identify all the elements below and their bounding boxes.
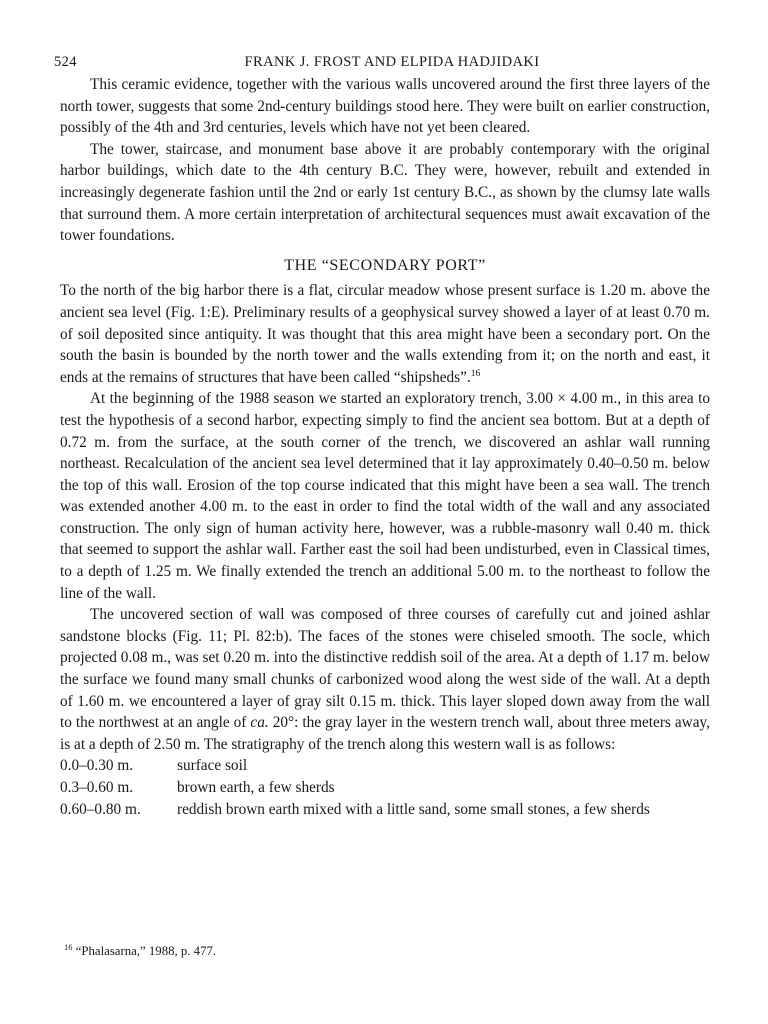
text-run: The uncovered section of wall was composed of three courses of carefully cut and joined ashlar sandstone blocks (Fig. 11; Pl. 82:b). The faces of the stones were chiseled smooth. The socle, which projected 0.08 m., was set 0.20 m. into the distinctive reddish soil of the area. At a depth of 1.17 m. below the surface we found many small chunks of carbonized wood along the west side of the wall. At a depth of 1.60 m. we encountered a layer of gray silt 0.15 m. thick. This layer sloped down away from the wall to the northwest at an angle of	[60, 606, 710, 732]
layer-description: reddish brown earth mixed with a little sand, some small stones, a few sherds	[177, 800, 650, 818]
text-run: , as shown by the clumsy late walls that surround them. A more certain interpretation of architectural sequences must await excavation of the tower foundations.	[60, 183, 710, 245]
layer-depth: 0.60–0.80 m.	[60, 800, 141, 818]
footnote-ref[interactable]: 16	[470, 368, 481, 379]
era-abbrev: B.C.	[379, 162, 408, 180]
running-header	[54, 52, 710, 74]
stratigraphy-row	[60, 755, 710, 777]
paragraph: At the beginning of the 1988 season we started an exploratory trench, 3.00 × 4.00 m., in this area to test the hypothesis of a second harbor, expecting simply to find the ancient sea bottom. But at a depth of 0.72 m. from the surface, at the south corner of the trench, we discovered an ashlar wall running northeast. Recalculation of the ancient sea level determined that it lay approximately 0.40–0.50 m. below the top of this wall. Erosion of the top course indicated that this might have been a sea wall. The trench was extended another 4.00 m. to the east in order to find the total width of the wall and any associated construction. The only sign of human activity here, however, was a rubble-masonry wall 0.40 m. thick that seemed to support the ashlar wall. Farther east the soil had been undisturbed, even in Classical times, to a depth of 1.25 m. We finally extended the trench an additional 5.00 m. to the northeast to follow the line of the wall.	[60, 390, 710, 602]
text-run: They were, however, rebuilt and extended in increasingly degenerate fashion until the 2nd or early 1st century	[60, 162, 710, 201]
era-abbrev: B.C.	[464, 183, 493, 201]
text-run: To the north of the big harbor there is a flat, circular meadow whose present surface is 1.20 m. above the ancient sea level (Fig. 1:E). Preliminary results of a geophysical survey showed a layer of at least 0.70 m. of soil deposited since antiquity. It was thought that this area might have been a secondary port. On the south the basin is bounded by the north tower and the walls extending from it; on the north and east, it ends at the remains of structures that have been called “shipsheds”.	[60, 282, 710, 386]
paragraph	[60, 604, 710, 755]
page-body	[54, 52, 711, 820]
footnote	[64, 944, 216, 959]
layer-depth: 0.0–0.30 m.	[60, 757, 134, 775]
stratigraphy-list	[60, 755, 710, 820]
running-title: FRANK J. FROST AND ELPIDA HADJIDAKI	[244, 54, 540, 70]
layer-depth: 0.3–0.60 m.	[60, 779, 134, 796]
stratigraphy-row	[60, 799, 710, 821]
page-number: 524	[54, 54, 77, 70]
italic-abbrev: ca.	[250, 714, 269, 732]
stratigraphy-row	[60, 777, 710, 799]
layer-description: surface soil	[177, 757, 248, 775]
section-heading: THE “SECONDARY PORT”	[284, 256, 486, 274]
footnote-text: “Phalasarna,” 1988, p. 477.	[75, 944, 217, 958]
paragraph	[60, 280, 710, 388]
text-run: The tower, staircase, and monument base above it are probably contemporary with the original harbor buildings, which date to the 4th century	[60, 140, 710, 180]
text-run: 20°: the gray layer in the western trench wall, about three meters away, is at a depth of 2.50 m. The stratigraphy of the trench along this western wall is as follows:	[60, 714, 711, 753]
footnote-number: 16	[64, 942, 73, 952]
paragraph	[60, 139, 710, 247]
layer-description: brown earth, a few sherds	[177, 779, 335, 796]
paragraph: This ceramic evidence, together with the various walls uncovered around the first three layers of the north tower, suggests that some 2nd-century buildings stood here. They were built on earlier construction, possibly of the 4th and 3rd centuries, levels which have not yet been cleared.	[60, 76, 710, 137]
